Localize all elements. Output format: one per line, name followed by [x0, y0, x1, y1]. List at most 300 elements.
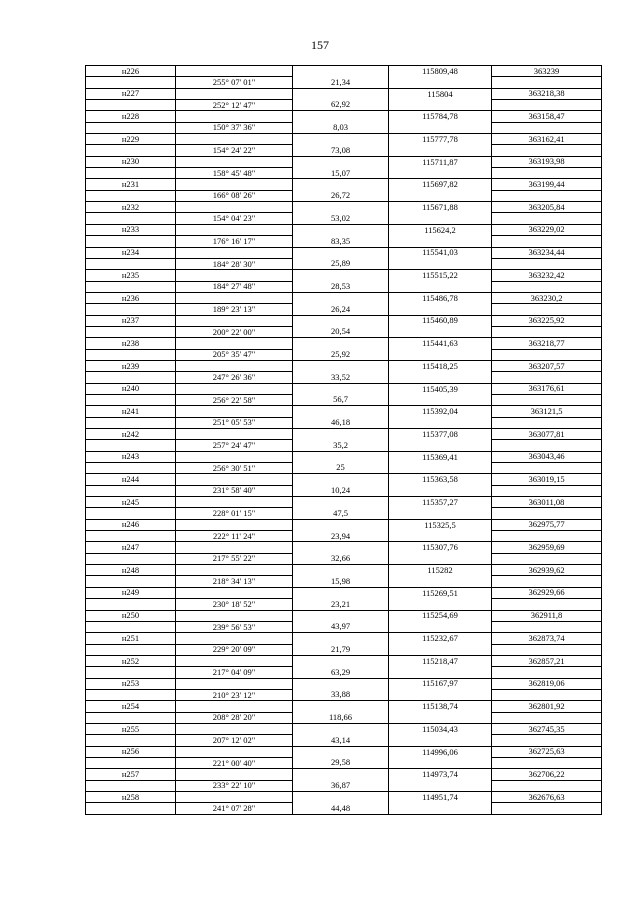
segment-row: [86, 190, 602, 201]
direction-angle: 229° 20' 09": [176, 644, 293, 655]
y-coordinate-empty: [492, 213, 602, 224]
point-row: [86, 111, 602, 122]
x-coordinate: 115218,47: [389, 655, 492, 666]
distance-cell-empty: [293, 519, 389, 530]
direction-angle: 154° 24' 22": [176, 145, 293, 156]
segment-row: [86, 213, 602, 224]
segment-row: [86, 508, 602, 519]
y-coordinate-empty: [492, 304, 602, 315]
angle-cell-empty: [176, 179, 293, 190]
segment-row: [86, 576, 602, 587]
y-coordinate: 363225,92: [492, 315, 602, 326]
distance-cell-empty: [293, 224, 389, 235]
angle-cell-empty: [176, 111, 293, 122]
distance-cell-empty: [293, 792, 389, 803]
segment-row: [86, 258, 602, 269]
distance-cell-empty: [293, 202, 389, 213]
angle-cell-empty: [176, 315, 293, 326]
angle-cell-empty: [176, 678, 293, 689]
direction-angle: 184° 27' 48": [176, 281, 293, 292]
segment-distance: 20,54: [293, 326, 389, 337]
y-coordinate-empty: [492, 757, 602, 768]
direction-angle: 217° 55' 22": [176, 553, 293, 564]
angle-cell-empty: [176, 406, 293, 417]
point-row: [86, 66, 602, 77]
x-coordinate: 115441,63: [389, 338, 492, 349]
point-name-empty: [86, 463, 176, 474]
direction-angle: 207° 12' 02": [176, 735, 293, 746]
y-coordinate: 363011,08: [492, 497, 602, 508]
point-name-empty: [86, 735, 176, 746]
y-coordinate: 362857,21: [492, 655, 602, 666]
segment-row: [86, 599, 602, 610]
y-coordinate-empty: [492, 508, 602, 519]
x-coordinate-empty: [389, 122, 492, 133]
x-coordinate: 115307,76: [389, 542, 492, 553]
y-coordinate: 363234,44: [492, 247, 602, 258]
point-name-empty: [86, 712, 176, 723]
point-name: н240: [86, 383, 176, 394]
angle-cell-empty: [176, 88, 293, 99]
point-name: н234: [86, 247, 176, 258]
direction-angle: 222° 11' 24": [176, 531, 293, 542]
segment-distance: 46,18: [293, 417, 389, 428]
point-name-empty: [86, 667, 176, 678]
y-coordinate: 362873,74: [492, 633, 602, 644]
y-coordinate-empty: [492, 236, 602, 247]
x-coordinate: 114973,74: [389, 769, 492, 780]
y-coordinate-empty: [492, 100, 602, 111]
segment-row: [86, 326, 602, 337]
point-name-empty: [86, 485, 176, 496]
direction-angle: 239° 56' 53": [176, 621, 293, 632]
segment-row: [86, 485, 602, 496]
angle-cell-empty: [176, 792, 293, 803]
segment-distance: 32,66: [293, 553, 389, 564]
x-coordinate-empty: [389, 667, 492, 678]
y-coordinate-empty: [492, 735, 602, 746]
angle-cell-empty: [176, 451, 293, 462]
segment-distance: 33,52: [293, 372, 389, 383]
y-coordinate-empty: [492, 803, 602, 814]
y-coordinate: 363019,15: [492, 474, 602, 485]
angle-cell-empty: [176, 429, 293, 440]
point-name-empty: [86, 440, 176, 451]
direction-angle: 184° 28' 30": [176, 258, 293, 269]
segment-distance: 28,53: [293, 281, 389, 292]
x-coordinate: 115515,22: [389, 270, 492, 281]
distance-cell-empty: [293, 247, 389, 258]
point-name: н230: [86, 156, 176, 167]
point-row: [86, 497, 602, 508]
y-coordinate-empty: [492, 644, 602, 655]
segment-distance: 23,94: [293, 531, 389, 542]
y-coordinate-empty: [492, 190, 602, 201]
x-coordinate: 115486,78: [389, 292, 492, 303]
x-coordinate-empty: [389, 326, 492, 337]
x-coordinate-empty: [389, 531, 492, 542]
point-row: [86, 134, 602, 145]
x-coordinate-empty: [389, 281, 492, 292]
segment-distance: 73,08: [293, 145, 389, 156]
point-name: н244: [86, 474, 176, 485]
angle-cell-empty: [176, 723, 293, 734]
direction-angle: 251° 05' 53": [176, 417, 293, 428]
point-row: [86, 202, 602, 213]
y-coordinate-empty: [492, 394, 602, 405]
x-coordinate: 115804: [389, 88, 492, 99]
point-name: н252: [86, 655, 176, 666]
point-name: н243: [86, 451, 176, 462]
y-coordinate-empty: [492, 440, 602, 451]
segment-distance: 36,87: [293, 780, 389, 791]
point-name-empty: [86, 122, 176, 133]
x-coordinate: 115232,67: [389, 633, 492, 644]
point-name-empty: [86, 281, 176, 292]
distance-cell-empty: [293, 587, 389, 598]
point-name-empty: [86, 236, 176, 247]
direction-angle: 210° 23' 12": [176, 689, 293, 700]
x-coordinate: 115697,82: [389, 179, 492, 190]
point-name: н251: [86, 633, 176, 644]
point-name: н254: [86, 701, 176, 712]
x-coordinate: 115624,2: [389, 224, 492, 235]
y-coordinate-empty: [492, 531, 602, 542]
distance-cell-empty: [293, 292, 389, 303]
x-coordinate-empty: [389, 100, 492, 111]
y-coordinate: 363176,61: [492, 383, 602, 394]
segment-distance: 33,88: [293, 689, 389, 700]
angle-cell-empty: [176, 360, 293, 371]
segment-distance: 43,97: [293, 621, 389, 632]
segment-row: [86, 553, 602, 564]
direction-angle: 166° 08' 26": [176, 190, 293, 201]
point-name-empty: [86, 553, 176, 564]
angle-cell-empty: [176, 66, 293, 77]
x-coordinate: 115405,39: [389, 383, 492, 394]
point-row: [86, 655, 602, 666]
angle-cell-empty: [176, 746, 293, 757]
segment-distance: 25,89: [293, 258, 389, 269]
distance-cell-empty: [293, 338, 389, 349]
distance-cell-empty: [293, 497, 389, 508]
segment-distance: 26,24: [293, 304, 389, 315]
segment-distance: 35,2: [293, 440, 389, 451]
distance-cell-empty: [293, 111, 389, 122]
direction-angle: 221° 00' 40": [176, 757, 293, 768]
y-coordinate-empty: [492, 281, 602, 292]
distance-cell-empty: [293, 701, 389, 712]
y-coordinate: 363239: [492, 66, 602, 77]
point-name-empty: [86, 394, 176, 405]
point-row: [86, 542, 602, 553]
segment-distance: 118,66: [293, 712, 389, 723]
point-name: н247: [86, 542, 176, 553]
direction-angle: 256° 22' 58": [176, 394, 293, 405]
segment-row: [86, 168, 602, 179]
segment-row: [86, 757, 602, 768]
y-coordinate-empty: [492, 258, 602, 269]
x-coordinate-empty: [389, 735, 492, 746]
point-name: н231: [86, 179, 176, 190]
point-name-empty: [86, 644, 176, 655]
segment-distance: 21,34: [293, 77, 389, 88]
point-name-empty: [86, 780, 176, 791]
angle-cell-empty: [176, 292, 293, 303]
distance-cell-empty: [293, 542, 389, 553]
point-name: н250: [86, 610, 176, 621]
y-coordinate: 363230,2: [492, 292, 602, 303]
segment-distance: 29,58: [293, 757, 389, 768]
x-coordinate-empty: [389, 394, 492, 405]
x-coordinate: 115377,08: [389, 429, 492, 440]
point-row: [86, 247, 602, 258]
x-coordinate-empty: [389, 644, 492, 655]
x-coordinate: 115777,78: [389, 134, 492, 145]
distance-cell-empty: [293, 383, 389, 394]
angle-cell-empty: [176, 769, 293, 780]
point-name: н227: [86, 88, 176, 99]
direction-angle: 241° 07' 28": [176, 803, 293, 814]
point-row: [86, 292, 602, 303]
direction-angle: 189° 23' 13": [176, 304, 293, 315]
x-coordinate-empty: [389, 190, 492, 201]
y-coordinate: 363121,5: [492, 406, 602, 417]
x-coordinate-empty: [389, 304, 492, 315]
direction-angle: 218° 34' 13": [176, 576, 293, 587]
point-name: н235: [86, 270, 176, 281]
segment-distance: 62,92: [293, 100, 389, 111]
point-name: н246: [86, 519, 176, 530]
distance-cell-empty: [293, 88, 389, 99]
x-coordinate-empty: [389, 599, 492, 610]
segment-row: [86, 803, 602, 814]
x-coordinate-empty: [389, 145, 492, 156]
angle-cell-empty: [176, 202, 293, 213]
segment-distance: 21,79: [293, 644, 389, 655]
segment-row: [86, 417, 602, 428]
y-coordinate: 363229,02: [492, 224, 602, 235]
y-coordinate: 362975,77: [492, 519, 602, 530]
x-coordinate: 115392,04: [389, 406, 492, 417]
point-row: [86, 474, 602, 485]
y-coordinate-empty: [492, 349, 602, 360]
x-coordinate: 115363,58: [389, 474, 492, 485]
segment-row: [86, 122, 602, 133]
segment-row: [86, 735, 602, 746]
segment-row: [86, 621, 602, 632]
distance-cell-empty: [293, 270, 389, 281]
point-name: н238: [86, 338, 176, 349]
point-row: [86, 88, 602, 99]
point-name-empty: [86, 621, 176, 632]
distance-cell-empty: [293, 610, 389, 621]
y-coordinate: 362725,63: [492, 746, 602, 757]
x-coordinate: 114951,74: [389, 792, 492, 803]
segment-row: [86, 780, 602, 791]
y-coordinate-empty: [492, 463, 602, 474]
point-row: [86, 610, 602, 621]
y-coordinate: 362676,63: [492, 792, 602, 803]
x-coordinate: 115357,27: [389, 497, 492, 508]
point-name: н229: [86, 134, 176, 145]
x-coordinate: 115138,74: [389, 701, 492, 712]
angle-cell-empty: [176, 134, 293, 145]
point-name: н249: [86, 587, 176, 598]
point-row: [86, 429, 602, 440]
distance-cell-empty: [293, 429, 389, 440]
x-coordinate-empty: [389, 417, 492, 428]
direction-angle: 233° 22' 10": [176, 780, 293, 791]
x-coordinate-empty: [389, 508, 492, 519]
page-number: 157: [311, 38, 329, 52]
segment-row: [86, 440, 602, 451]
segment-distance: 23,21: [293, 599, 389, 610]
distance-cell-empty: [293, 655, 389, 666]
distance-cell-empty: [293, 156, 389, 167]
point-row: [86, 792, 602, 803]
angle-cell-empty: [176, 701, 293, 712]
y-coordinate-empty: [492, 667, 602, 678]
x-coordinate: 114996,06: [389, 746, 492, 757]
y-coordinate: 362801,92: [492, 701, 602, 712]
x-coordinate: 115541,03: [389, 247, 492, 258]
point-row: [86, 179, 602, 190]
point-name: н233: [86, 224, 176, 235]
direction-angle: 230° 18' 52": [176, 599, 293, 610]
x-coordinate: 115034,43: [389, 723, 492, 734]
direction-angle: 150° 37' 36": [176, 122, 293, 133]
x-coordinate-empty: [389, 168, 492, 179]
angle-cell-empty: [176, 156, 293, 167]
x-coordinate-empty: [389, 236, 492, 247]
angle-cell-empty: [176, 587, 293, 598]
segment-distance: 8,03: [293, 122, 389, 133]
point-name-empty: [86, 508, 176, 519]
angle-cell-empty: [176, 497, 293, 508]
point-name-empty: [86, 372, 176, 383]
segment-distance: 63,29: [293, 667, 389, 678]
point-row: [86, 360, 602, 371]
y-coordinate-empty: [492, 122, 602, 133]
distance-cell-empty: [293, 179, 389, 190]
point-name-empty: [86, 258, 176, 269]
y-coordinate-empty: [492, 145, 602, 156]
angle-cell-empty: [176, 338, 293, 349]
point-name: н258: [86, 792, 176, 803]
direction-angle: 205° 35' 47": [176, 349, 293, 360]
x-coordinate-empty: [389, 440, 492, 451]
direction-angle: 228° 01' 15": [176, 508, 293, 519]
segment-distance: 43,14: [293, 735, 389, 746]
point-name: н241: [86, 406, 176, 417]
point-name: н257: [86, 769, 176, 780]
point-name-empty: [86, 168, 176, 179]
segment-row: [86, 77, 602, 88]
direction-angle: 231° 58' 40": [176, 485, 293, 496]
y-coordinate-empty: [492, 689, 602, 700]
y-coordinate: 363205,84: [492, 202, 602, 213]
segment-distance: 56,7: [293, 394, 389, 405]
direction-angle: 255° 07' 01": [176, 77, 293, 88]
point-name: н255: [86, 723, 176, 734]
direction-angle: 154° 04' 23": [176, 213, 293, 224]
segment-distance: 44,48: [293, 803, 389, 814]
x-coordinate: 115254,69: [389, 610, 492, 621]
y-coordinate: 363207,57: [492, 360, 602, 371]
point-name: н256: [86, 746, 176, 757]
x-coordinate-empty: [389, 712, 492, 723]
segment-row: [86, 145, 602, 156]
segment-row: [86, 463, 602, 474]
y-coordinate: 362706,22: [492, 769, 602, 780]
point-name-empty: [86, 417, 176, 428]
point-name-empty: [86, 689, 176, 700]
x-coordinate-empty: [389, 780, 492, 791]
y-coordinate: 363218,38: [492, 88, 602, 99]
segment-distance: 47,5: [293, 508, 389, 519]
distance-cell-empty: [293, 406, 389, 417]
y-coordinate: 363218,77: [492, 338, 602, 349]
point-row: [86, 224, 602, 235]
x-coordinate: 115809,48: [389, 66, 492, 77]
point-name: н232: [86, 202, 176, 213]
point-name: н237: [86, 315, 176, 326]
y-coordinate: 363232,42: [492, 270, 602, 281]
y-coordinate-empty: [492, 417, 602, 428]
point-name: н242: [86, 429, 176, 440]
x-coordinate: 115325,5: [389, 519, 492, 530]
segment-distance: 10,24: [293, 485, 389, 496]
segment-row: [86, 394, 602, 405]
direction-angle: 256° 30' 51": [176, 463, 293, 474]
y-coordinate: 363199,44: [492, 179, 602, 190]
y-coordinate: 363043,46: [492, 451, 602, 462]
point-row: [86, 270, 602, 281]
point-name-empty: [86, 757, 176, 768]
direction-angle: 252° 12' 47": [176, 100, 293, 111]
point-row: [86, 746, 602, 757]
distance-cell-empty: [293, 66, 389, 77]
point-row: [86, 406, 602, 417]
angle-cell-empty: [176, 655, 293, 666]
segment-distance: 25: [293, 463, 389, 474]
x-coordinate-empty: [389, 77, 492, 88]
direction-angle: 176° 16' 17": [176, 236, 293, 247]
distance-cell-empty: [293, 134, 389, 145]
point-name-empty: [86, 213, 176, 224]
y-coordinate: 362911,8: [492, 610, 602, 621]
distance-cell-empty: [293, 565, 389, 576]
y-coordinate: 362929,66: [492, 587, 602, 598]
point-row: [86, 383, 602, 394]
x-coordinate-empty: [389, 463, 492, 474]
angle-cell-empty: [176, 633, 293, 644]
distance-cell-empty: [293, 315, 389, 326]
angle-cell-empty: [176, 519, 293, 530]
segment-distance: 26,72: [293, 190, 389, 201]
y-coordinate-empty: [492, 168, 602, 179]
point-name: н248: [86, 565, 176, 576]
point-name-empty: [86, 190, 176, 201]
y-coordinate: 362819,06: [492, 678, 602, 689]
segment-distance: 83,35: [293, 236, 389, 247]
point-name-empty: [86, 100, 176, 111]
segment-row: [86, 644, 602, 655]
point-row: [86, 633, 602, 644]
x-coordinate: 115369,41: [389, 451, 492, 462]
x-coordinate: 115167,97: [389, 678, 492, 689]
